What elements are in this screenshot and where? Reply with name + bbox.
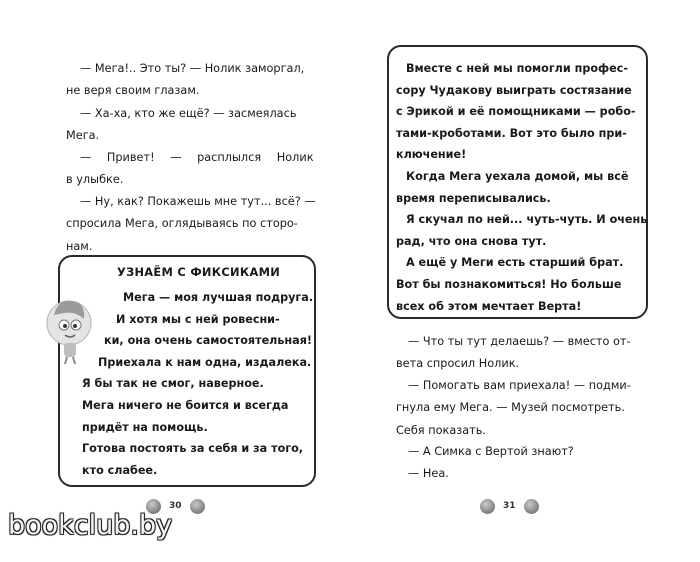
- text-line: Когда Мега уехала домой, мы всё: [406, 169, 629, 183]
- text-line: тами-кроботами. Вот это было при-: [396, 126, 627, 140]
- text-line: — Мега!.. Это ты? — Нолик заморгал,: [80, 62, 305, 75]
- text-line: придёт на помощь.: [82, 420, 208, 434]
- text-line: А ещё у Меги есть старший брат.: [406, 256, 624, 270]
- text-line: И хотя мы с ней ровесни-: [116, 312, 280, 326]
- text-line: время переписывались.: [396, 191, 551, 205]
- text-line: Мега ничего не боится и всегда: [82, 398, 289, 412]
- text-line: Мега — моя лучшая подруга.: [123, 291, 314, 304]
- text-line: — Ну, как? Покажешь мне тут... всё? —: [80, 195, 316, 208]
- text-line: в улыбке.: [66, 173, 124, 187]
- folio-dot-icon: [480, 499, 495, 514]
- text-line: не веря своим глазам.: [66, 84, 200, 98]
- page-number: 30: [169, 501, 182, 511]
- page-number-footer: [480, 496, 539, 516]
- sidebar-text: [72, 287, 314, 481]
- text-line: рад, что она снова тут.: [396, 234, 547, 248]
- text-line: Я бы так не смог, наверное.: [82, 377, 264, 391]
- dialogue-paragraph: [66, 58, 305, 103]
- folio-dot-icon: [524, 499, 539, 514]
- text-line: ключение!: [396, 148, 467, 162]
- folio-dot-icon: [190, 499, 205, 514]
- text-line: Себя показать.: [396, 423, 486, 437]
- text-line: нам.: [66, 239, 93, 253]
- page-number: 31: [503, 501, 516, 511]
- text-line: Вот бы познакомиться! Но больше: [396, 277, 622, 291]
- site-watermark: bookclub.by: [8, 510, 173, 541]
- text-line: всех об этом мечтает Верта!: [396, 299, 582, 313]
- dialogue-paragraph: [66, 103, 302, 148]
- text-line: вета спросил Нолик.: [396, 357, 520, 371]
- text-line: с Эрикой и её помощниками — робо-: [396, 105, 636, 119]
- text-line: — Ха-ха, кто же ещё? — засмеялась: [80, 107, 297, 120]
- text-line: Я скучал по ней... чуть-чуть. И очень: [406, 213, 648, 227]
- dialogue-paragraph: [396, 441, 636, 463]
- right-page: [350, 0, 700, 562]
- dialogue-paragraph: [396, 331, 636, 376]
- text-line: — Неа.: [408, 467, 449, 480]
- narration-text: [396, 58, 648, 317]
- text-line: ки, она очень самостоятельная!: [104, 334, 312, 348]
- dialogue-paragraph: [396, 375, 636, 442]
- sidebar-heading: УЗНАЁМ С ФИКСИКАМИ: [117, 265, 281, 279]
- text-line: гнула ему Мега. — Музей посмотреть.: [396, 401, 625, 415]
- text-line: Вместе с ней мы помогли профес-: [406, 62, 628, 75]
- dialogue-paragraph: [66, 191, 316, 258]
- text-line: Готова постоять за себя и за того,: [82, 442, 304, 456]
- dialogue-paragraph: [66, 147, 314, 192]
- text-line: — А Симка с Вертой знают?: [408, 445, 574, 458]
- text-line: Мега.: [66, 129, 100, 143]
- text-line: — Привет! — расплылся Нолик: [80, 151, 314, 164]
- text-line: — Помогать вам приехала! — подми-: [408, 379, 631, 392]
- dialogue-paragraph: [396, 463, 636, 485]
- text-line: сору Чудакову выиграть состязание: [396, 83, 632, 97]
- text-line: кто слабее.: [82, 463, 158, 477]
- text-line: Приехала к нам одна, издалека.: [98, 355, 312, 369]
- text-line: — Что ты тут делаешь? — вместо от-: [408, 335, 631, 348]
- text-line: спросила Мега, оглядываясь по сторо-: [66, 217, 298, 231]
